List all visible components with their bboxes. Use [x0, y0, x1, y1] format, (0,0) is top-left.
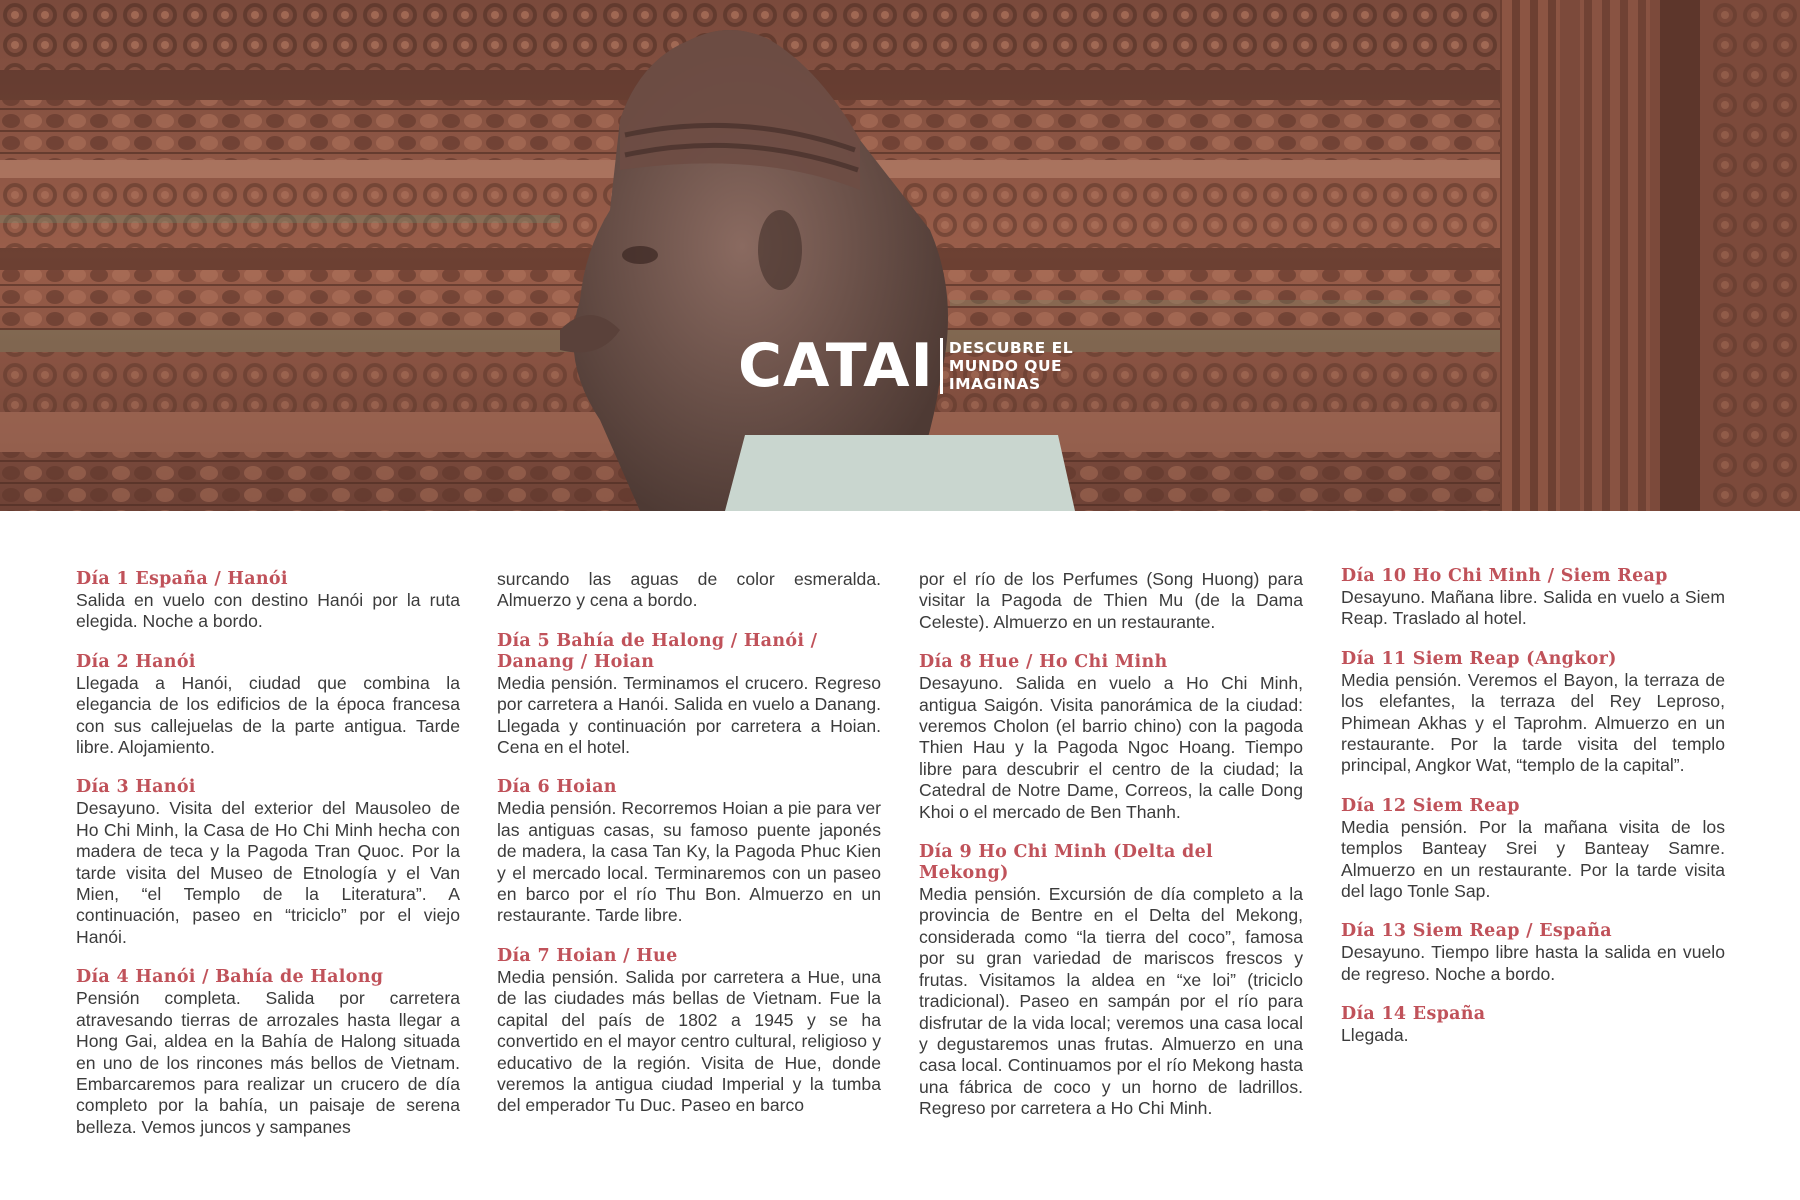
day-entry	[919, 652, 1303, 823]
day-entry	[1341, 1004, 1725, 1046]
brand-tagline	[949, 339, 1073, 393]
day-description: Desayuno. Tiempo libre hasta la salida en vuelo de regreso. Noche a bordo.	[1341, 942, 1725, 984]
day-title: Día 7 Hoian / Hue	[497, 945, 678, 966]
brand-name: CATAI	[738, 331, 934, 401]
continued-text: por el río de los Perfumes (Song Huong) para visitar la Pagoda de Thien Mu (de la Dama Celeste). Almuerzo en un restaurante.	[919, 569, 1303, 632]
day-entry	[497, 631, 881, 759]
day-entry	[497, 946, 881, 1117]
day-entry	[76, 652, 460, 759]
day-entry	[919, 842, 1303, 1119]
itinerary-column-1	[76, 569, 460, 1157]
day-description: Media pensión. Salida por carretera a Hue, una de las ciudades más bellas de Vietnam. Fue la capital del país de 1802 a 1945 y se ha convertido en el mayor centro cultural, religioso y educativo de la región. Visita de Hue, donde veremos la antigua ciudad Imperial y la tumba del emperador Tu Duc. Paseo en barco	[497, 966, 881, 1116]
day-title: Día 10 Ho Chi Minh / Siem Reap	[1341, 566, 1668, 586]
day-description: Media pensión. Excursión de día completo a la provincia de Bentre en el Delta del Mekong, considerada como “la tierra del coco”, famosa por su gran variedad de mariscos frescos y frutas. Visitamos la aldea en “xe loi” (triciclo tradicional). Paseo en sampán por el río para disfrutar de la vida local; veremos una casa local y degustaremos unas frutas. Almuerzo en una casa local. Continuamos por el río Mekong hasta una fábrica de coco y un horno de ladrillos. Regreso por carretera a Ho Chi Minh.	[919, 884, 1303, 1119]
day-entry	[1341, 921, 1725, 985]
day-description: Pensión completa. Salida por carretera atravesando tierras de arrozales hasta llegar a Hong Gai, aldea en la Bahía de Halong situada en uno de los rincones más bellos de Vietnam. Embarcaremos para realizar un crucero de día completo por la bahía, un paisaje de serena belleza. Vemos juncos y sampanes	[76, 988, 460, 1137]
day-description: Llegada a Hanói, ciudad que combina la elegancia de los edificios de la época francesa con sus callejuelas de la parte antigua. Tarde libre. Alojamiento.	[76, 672, 460, 758]
itinerary-column-3	[919, 569, 1303, 1139]
day-title: Día 3 Hanói	[76, 777, 196, 798]
catai-logo	[738, 333, 1073, 399]
day-description: Media pensión. Terminamos el crucero. Regreso por carretera a Hanói. Salida en vuelo a Danang. Llegada y continuación por carretera a Hoian. Cena en el hotel.	[497, 672, 881, 758]
day-title: Día 4 Hanói / Bahía de Halong	[76, 967, 384, 988]
day-title: Día 9 Ho Chi Minh (Delta del Mekong)	[919, 842, 1213, 884]
temple-photo	[0, 0, 1800, 511]
day-title: Día 5 Bahía de Halong / Hanói / Danang / Hoian	[497, 630, 818, 672]
day-title: Día 14 España	[1341, 1004, 1486, 1025]
tagline-line-2: MUNDO QUE	[948, 357, 1063, 375]
day-description: Salida en vuelo con destino Hanói por la ruta elegida. Noche a bordo.	[76, 590, 460, 632]
day-entry	[497, 777, 881, 926]
day-title: Día 11 Siem Reap (Angkor)	[1341, 648, 1617, 669]
hero-photo	[0, 0, 1800, 511]
day-description: Media pensión. Por la mañana visita de los templos Banteay Srei y Banteay Samre. Almuerzo en un restaurante. Por la tarde visita del lago Tonle Sap.	[1341, 816, 1725, 902]
tagline-line-1: DESCUBRE EL	[948, 339, 1074, 357]
day-description: Desayuno. Salida en vuelo a Ho Chi Minh, antigua Saigón. Visita panorámica de la ciudad: veremos Cholon (el barrio chino) con la pagoda Thien Hau y la Pagoda Ngoc Hoang. Tiempo libre para descubrir el centro de la ciudad; la Catedral de Notre Dame, Correos, la calle Dong Khoi o el mercado de Ben Thanh.	[919, 673, 1303, 822]
day-description: Media pensión. Recorremos Hoian a pie para ver las antiguas casas, su famoso puente japonés de madera, la casa Tan Ky, la Pagoda Phuc Kien y el mercado local. Terminaremos con un paseo en barco por el río Thu Bon. Almuerzo en un restaurante. Tarde libre.	[497, 798, 881, 926]
tagline-line-3: IMAGINAS	[948, 375, 1041, 393]
day-entry	[1341, 566, 1725, 630]
itinerary	[0, 511, 1800, 1200]
itinerary-column-4	[1341, 566, 1725, 1066]
day-entry	[76, 569, 460, 633]
itinerary-column-2	[497, 569, 881, 1136]
tab-shape	[725, 435, 1075, 511]
day-description: Media pensión. Veremos el Bayon, la terraza de los elefantes, la terraza del Rey Leproso, Phimean Akhas y el Taprohm. Almuerzo en un restaurante. Por la tarde visita del templo principal, Angkor Wat, “templo de la capital”.	[1341, 669, 1725, 776]
day-entry	[1341, 649, 1725, 777]
brand-divider	[940, 338, 943, 394]
day-description: Llegada.	[1341, 1025, 1409, 1046]
day-description: Desayuno. Mañana libre. Salida en vuelo a Siem Reap. Traslado al hotel.	[1341, 587, 1725, 629]
continued-text: surcando las aguas de color esmeralda. Almuerzo y cena a bordo.	[497, 569, 881, 611]
day-title: Día 8 Hue / Ho Chi Minh	[919, 652, 1168, 673]
day-title: Día 6 Hoian	[497, 777, 617, 798]
day-description: Desayuno. Visita del exterior del Mausoleo de Ho Chi Minh, la Casa de Ho Chi Minh hecha con madera de teca y la Pagoda Tran Quoc. Por la tarde visita del Museo de Etnología y el Van Mien, “el Templo de la Literatura”. A continuación, paseo en “triciclo” por el viejo Hanói.	[76, 798, 460, 947]
day-title: Día 13 Siem Reap / España	[1341, 921, 1612, 942]
day-title: Día 2 Hanói	[76, 651, 196, 672]
day-entry	[76, 777, 460, 948]
day-entry	[1341, 796, 1725, 903]
day-title: Día 12 Siem Reap	[1341, 795, 1520, 816]
day-entry	[76, 967, 460, 1138]
day-title: Día 1 España / Hanói	[76, 569, 288, 589]
